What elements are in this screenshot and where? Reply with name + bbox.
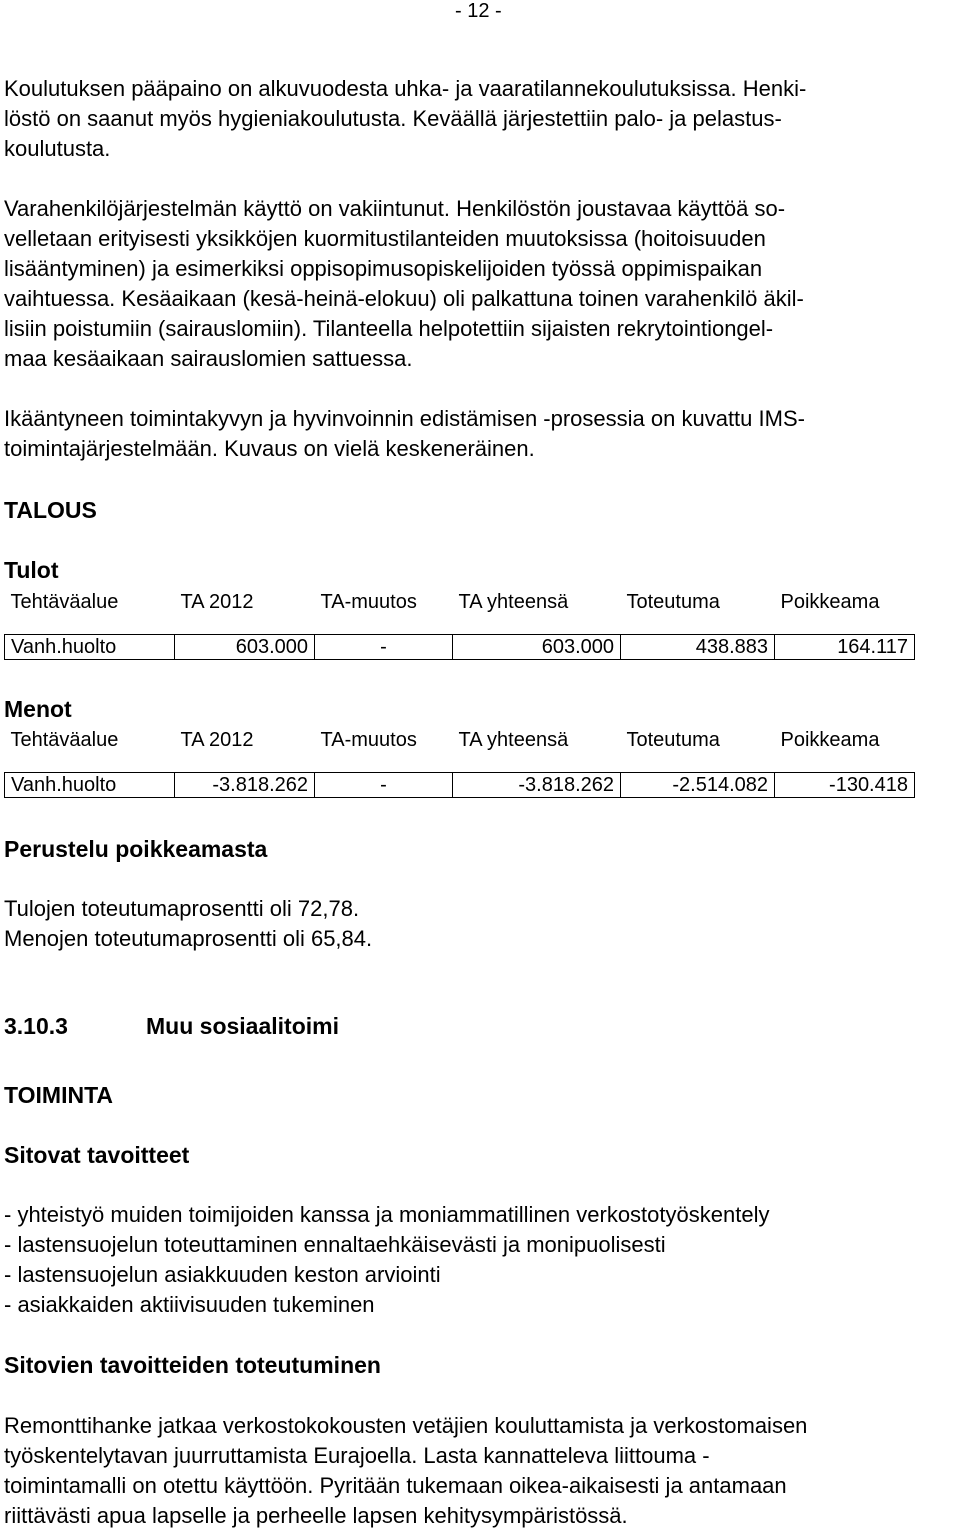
text-line: Tulojen toteutumaprosentti oli 72,78. (4, 896, 360, 921)
list-item: - asiakkaiden aktiivisuuden tukeminen (4, 1292, 375, 1317)
table-cell: -3.818.262 (175, 773, 315, 798)
text-line: koulutusta. (4, 136, 111, 161)
text-line: Koulutuksen pääpaino on alkuvuodesta uhka- ja vaaratilannekoulutuksissa. Henki- (4, 76, 807, 101)
text-line: löstö on saanut myös hygieniakoulutusta. Keväällä järjestettiin palo- ja pelastus- (4, 106, 782, 131)
text-line: maa kesäaikaan sairauslomien sattuessa. (4, 346, 413, 371)
table-row (5, 773, 915, 798)
col-header: TA-muutos (320, 591, 417, 613)
table-cell: - (315, 773, 453, 798)
text-line: riittävästi apua lapselle ja perheelle lapsen kehitysympäristössä. (4, 1503, 628, 1528)
toteutuminen-text (4, 1411, 956, 1531)
spacer (5, 758, 915, 773)
col-header: TA 2012 (180, 729, 254, 751)
col-header: Tehtäväalue (10, 591, 119, 613)
text-line: vaihtuessa. Kesäaikaan (kesä-heinä-elokuu) oli palkattuna toinen varahenkilö äkil- (4, 286, 804, 311)
list-item: - lastensuojelun asiakkuuden keston arviointi (4, 1262, 441, 1287)
heading-talous: TALOUS (4, 497, 97, 523)
col-header: Toteutuma (626, 591, 720, 613)
text-line: toimintajärjestelmään. Kuvaus on vielä keskeneräinen. (4, 436, 535, 461)
table-cell: -130.418 (775, 773, 915, 798)
table-cell: 164.117 (775, 635, 915, 660)
col-header: Poikkeama (780, 729, 880, 751)
table-cell: 438.883 (621, 635, 775, 660)
section-heading (4, 1011, 339, 1041)
paragraph-training (4, 74, 956, 164)
table-cell: - (315, 635, 453, 660)
col-header: TA yhteensä (458, 729, 569, 751)
table-cell: Vanh.huolto (5, 635, 175, 660)
col-header: TA 2012 (180, 591, 254, 613)
table-cell: -2.514.082 (621, 773, 775, 798)
table-cell: Vanh.huolto (5, 773, 175, 798)
text-line: Remonttihanke jatkaa verkostokokousten vetäjien kouluttamista ja verkostomaisen (4, 1413, 808, 1438)
text-line: velletaan erityisesti yksikköjen kuormitustilanteiden muutoksissa (hoitoisuuden (4, 226, 766, 251)
text-line: Varahenkilöjärjestelmän käyttö on vakiintunut. Henkilöstön joustavaa käyttöä so- (4, 196, 786, 221)
table-header-row (5, 722, 915, 758)
table-cell: 603.000 (175, 635, 315, 660)
paragraph-ims (4, 404, 956, 464)
table-cell: 603.000 (453, 635, 621, 660)
section-title: Muu sosiaalitoimi (146, 1013, 339, 1039)
col-header: TA-muutos (320, 729, 417, 751)
heading-toteutuminen: Sitovien tavoitteiden toteutuminen (4, 1352, 381, 1378)
text-line: Menojen toteutumaprosentti oli 65,84. (4, 926, 373, 951)
paragraph-substitutes (4, 194, 956, 374)
heading-tulot: Tulot (4, 557, 59, 583)
text-line: Ikääntyneen toimintakyvyn ja hyvinvoinnin edistämisen -prosessia on kuvattu IMS- (4, 406, 805, 431)
text-line: lisääntyminen) ja esimerkiksi oppisopimusopiskelijoiden työssä oppimispaikan (4, 256, 763, 281)
spacer (5, 620, 915, 635)
heading-sitovat: Sitovat tavoitteet (4, 1142, 190, 1168)
perustelu-text (4, 894, 956, 954)
page-number: - 12 - (455, 0, 502, 22)
tulot-table (4, 584, 915, 660)
heading-menot: Menot (4, 696, 72, 722)
col-header: Toteutuma (626, 729, 720, 751)
heading-perustelu: Perustelu poikkeamasta (4, 836, 268, 862)
table-cell: -3.818.262 (453, 773, 621, 798)
col-header: Tehtäväalue (10, 729, 119, 751)
col-header: Poikkeama (780, 591, 880, 613)
sitovat-list (4, 1200, 956, 1320)
menot-table (4, 722, 915, 798)
text-line: toimintamalli on otettu käyttöön. Pyritään tukemaan oikea-aikaisesti ja antamaan (4, 1473, 787, 1498)
text-line: lisiin poistumiin (sairauslomiin). Tilanteella helpotettiin sijaisten rekrytointiongel- (4, 316, 774, 341)
list-item: - lastensuojelun toteuttaminen ennaltaehkäisevästi ja monipuolisesti (4, 1232, 666, 1257)
table-row (5, 635, 915, 660)
heading-toiminta: TOIMINTA (4, 1082, 114, 1108)
section-number: 3.10.3 (4, 1013, 68, 1039)
col-header: TA yhteensä (458, 591, 569, 613)
text-line: työskentelytavan juurruttamista Eurajoella. Lasta kannatteleva liittouma - (4, 1443, 710, 1468)
table-header-row (5, 584, 915, 620)
list-item: - yhteistyö muiden toimijoiden kanssa ja moniammatillinen verkostotyöskentely (4, 1202, 770, 1227)
